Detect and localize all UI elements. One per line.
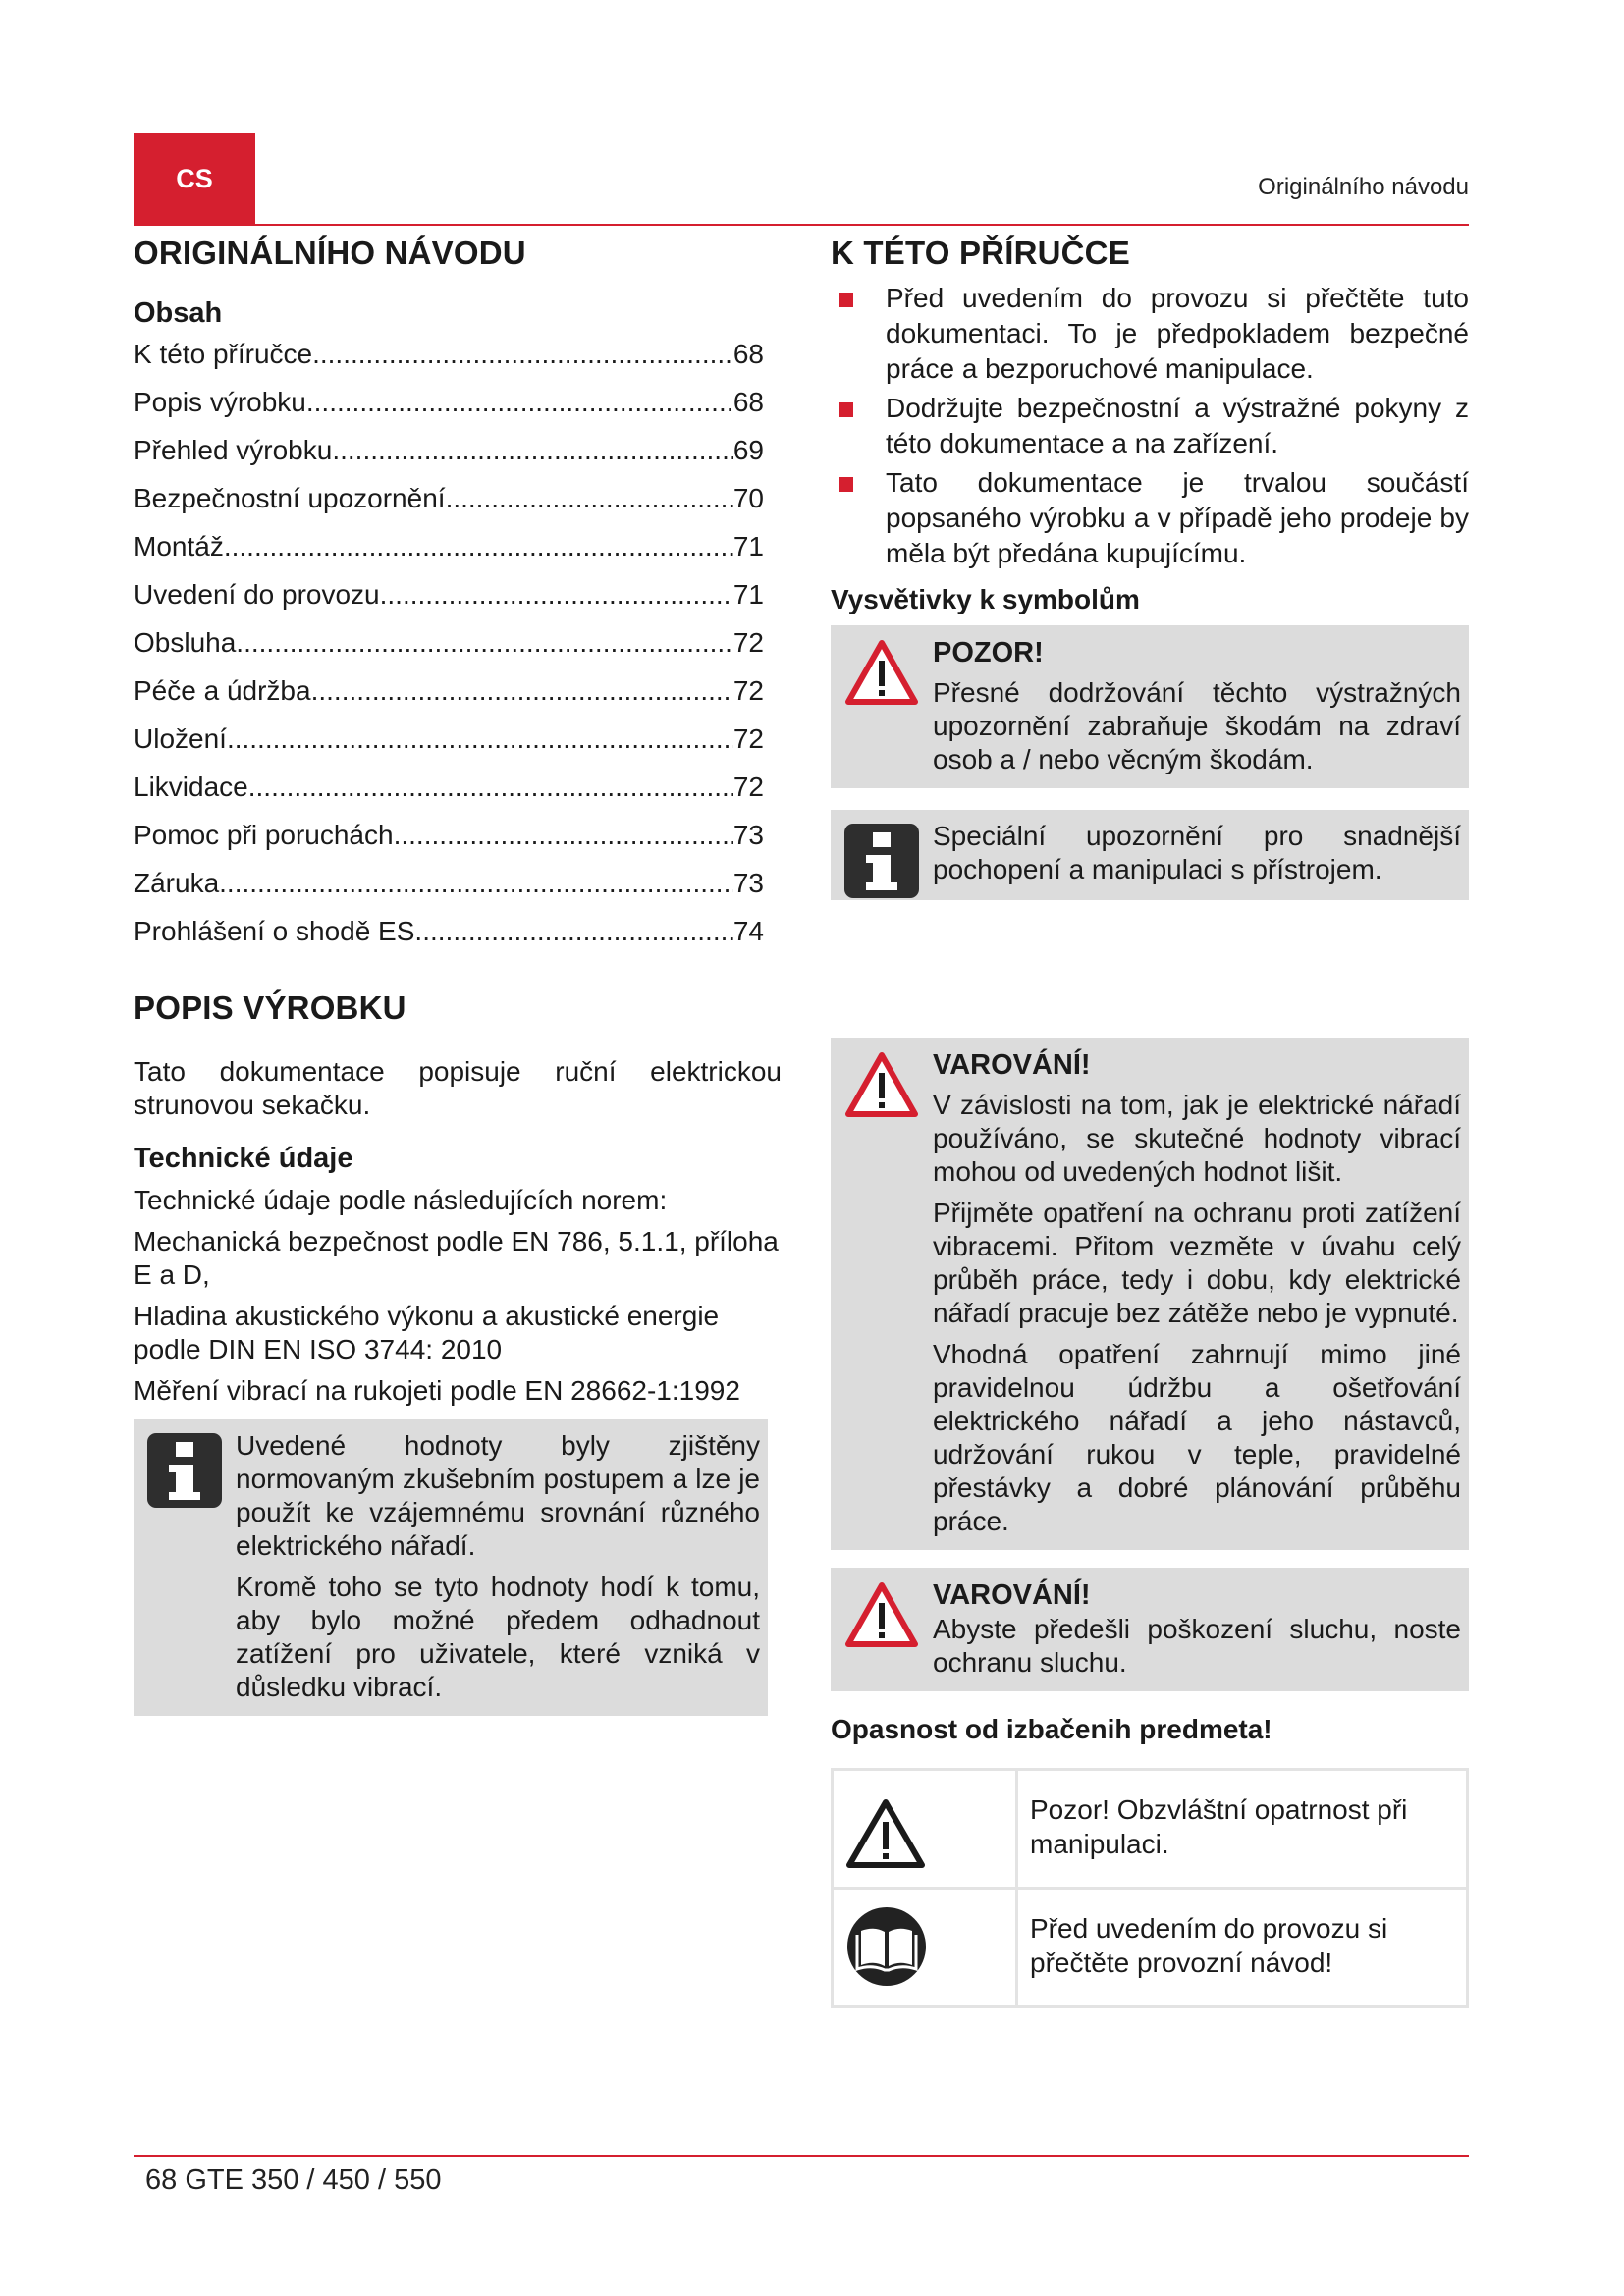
symbol-icon-cell	[833, 1888, 1017, 2006]
symbol-table	[831, 1768, 1469, 2008]
toc-item[interactable]	[134, 338, 764, 386]
toc-label: Obsluha	[134, 627, 237, 659]
toc-page: 69	[732, 435, 764, 466]
toc-page: 72	[732, 675, 764, 707]
toc-label: Záruka	[134, 868, 220, 899]
toc-page: 72	[732, 627, 764, 659]
warning-paragraph: Vhodná opatření zahrnují mimo jiné pravidelnou údržbu a ošetřování elektrického nářadí a jeho nástavců, udržování rukou v teple, pravidelné přestávky a dobré plánování průběhu práce.	[933, 1339, 1461, 1537]
toc-label: Uvedení do provozu	[134, 579, 380, 611]
right-column	[831, 226, 1469, 2008]
warning-notice-vibration	[831, 1038, 1469, 1550]
tech-line: Měření vibrací na rukojeti podle EN 28662-1:1992	[134, 1374, 740, 1406]
toc-page: 68	[732, 339, 764, 370]
toc-item[interactable]	[134, 482, 764, 530]
info-paragraph: Uvedené hodnoty byly zjištěny normovaným zkušebním postupem a lze je použít ke vzájemnému srovnání různého elektrického nářadí.	[236, 1429, 760, 1561]
toc-page: 71	[732, 579, 764, 611]
symbol-icon-cell	[833, 1769, 1017, 1888]
warning-title: VAROVÁNÍ!	[933, 1049, 1091, 1082]
manual-bullets	[831, 281, 1469, 571]
footer-rule	[134, 2155, 1469, 2157]
toc-label: Přehled výrobku	[134, 435, 333, 466]
symbol-row	[833, 1888, 1468, 2006]
toc-page: 73	[732, 868, 764, 899]
symbol-row	[833, 1769, 1468, 1888]
warning-triangle-icon	[843, 1796, 1015, 1879]
left-column	[134, 226, 782, 1716]
toc-item[interactable]	[134, 819, 764, 867]
toc-label: Popis výrobku	[134, 387, 306, 418]
toc-item[interactable]	[134, 386, 764, 434]
toc-item[interactable]	[134, 674, 764, 722]
warning-triangle-icon	[844, 1581, 919, 1653]
info-paragraph: Kromě toho se tyto hodnoty hodí k tomu, aby bylo možné předem odhadnout zatížení pro uživatele, které vzniká v důsledku vibrací.	[236, 1571, 760, 1702]
toc-page: 72	[732, 772, 764, 803]
warning-paragraph: Přijměte opatření na ochranu proti zatížení vibracemi. Přitom vezměte v úvahu celý průběh práce, tedy i dobu, kdy elektrické nářadí pracuje bez zátěže nebo je vypnuté.	[933, 1198, 1461, 1329]
toc-label: Uložení	[134, 723, 227, 755]
toc-item[interactable]	[134, 915, 764, 963]
tech-line: Technické údaje podle následujících norem:	[134, 1184, 668, 1215]
toc-page: 71	[732, 531, 764, 562]
section-heading-product: POPIS VÝROBKU	[134, 989, 406, 1027]
danger-heading: Opasnost od izbačenih predmeta!	[831, 1714, 1272, 1745]
toc-label: Montáž	[134, 531, 224, 562]
toc-item[interactable]	[134, 578, 764, 626]
toc-item[interactable]	[134, 771, 764, 819]
toc-item[interactable]	[134, 626, 764, 674]
symbol-text-cell: Pozor! Obzvláštní opatrnost při manipulaci.	[1017, 1769, 1468, 1888]
info-icon	[844, 824, 919, 903]
warning-paragraph: V závislosti na tom, jak je elektrické nářadí používáno, se skutečné hodnoty vibrací mohou od uvedených hodnot lišit.	[933, 1090, 1461, 1188]
toc-page: 74	[732, 916, 764, 947]
toc-page: 73	[732, 820, 764, 851]
contents-heading: Obsah	[134, 296, 223, 329]
info-special-text: Speciální upozornění pro snadnější pochopení a manipulaci s přístrojem.	[933, 821, 1461, 885]
toc-label: Pomoc při poruchách	[134, 820, 394, 851]
toc-label: K této příručce	[134, 339, 313, 370]
toc-item[interactable]	[134, 867, 764, 915]
toc-page: 70	[732, 483, 764, 514]
read-manual-icon	[845, 1905, 1015, 1996]
toc-label: Bezpečnostní upozornění	[134, 483, 446, 514]
toc-label: Péče a údržba	[134, 675, 311, 707]
toc-page: 72	[732, 723, 764, 755]
product-description: Tato dokumentace popisuje ruční elektrickou strunovou sekačku.	[134, 1055, 782, 1120]
warning-title: VAROVÁNÍ!	[933, 1579, 1091, 1612]
info-notice-special	[831, 810, 1469, 900]
warning-notice-hearing	[831, 1568, 1469, 1691]
bullet-item: Dodržujte bezpečnostní a výstražné pokyny z této dokumentace a na zařízení.	[831, 391, 1469, 461]
table-of-contents	[134, 338, 764, 963]
caution-title: POZOR!	[933, 637, 1044, 669]
toc-label: Likvidace	[134, 772, 248, 803]
tech-data-heading: Technické údaje	[134, 1142, 353, 1174]
toc-item[interactable]	[134, 434, 764, 482]
bullet-item: Před uvedením do provozu si přečtěte tuto dokumentaci. To je předpokladem bezpečné práce a bezporuchové manipulace.	[831, 281, 1469, 387]
toc-item[interactable]	[134, 722, 764, 771]
caution-text: Přesné dodržování těchto výstražných upozornění zabraňuje škodám na zdraví osob a / nebo věcným škodám.	[933, 677, 1461, 775]
tech-line: Hladina akustického výkonu a akustické energie podle DIN EN ISO 3744: 2010	[134, 1300, 720, 1364]
toc-page: 68	[732, 387, 764, 418]
language-tab: CS	[134, 133, 255, 225]
symbol-text-cell: Před uvedením do provozu si přečtěte provozní návod!	[1017, 1888, 1468, 2006]
info-notice-vibration	[134, 1419, 768, 1716]
section-heading-manual: K TÉTO PŘÍRUČCE	[831, 235, 1130, 271]
bullet-item: Tato dokumentace je trvalou součástí popsaného výrobku a v případě jeho prodeje by měla být předána kupujícímu.	[831, 465, 1469, 571]
toc-label: Prohlášení o shodě ES	[134, 916, 415, 947]
symbols-heading: Vysvětivky k symbolům	[831, 583, 1140, 614]
section-heading-original: ORIGINÁLNÍHO NÁVODU	[134, 235, 526, 271]
footer-page-label: 68 GTE 350 / 450 / 550	[145, 2164, 442, 2196]
header-title: Originálního návodu	[1258, 174, 1469, 200]
warning-triangle-icon	[844, 1051, 919, 1123]
warning-hearing-text: Abyste předešli poškození sluchu, noste ochranu sluchu.	[933, 1614, 1461, 1679]
warning-triangle-icon	[844, 639, 919, 711]
info-icon	[147, 1433, 222, 1513]
toc-item[interactable]	[134, 530, 764, 578]
caution-notice	[831, 625, 1469, 788]
tech-line: Mechanická bezpečnost podle EN 786, 5.1.1, příloha E a D,	[134, 1225, 779, 1290]
